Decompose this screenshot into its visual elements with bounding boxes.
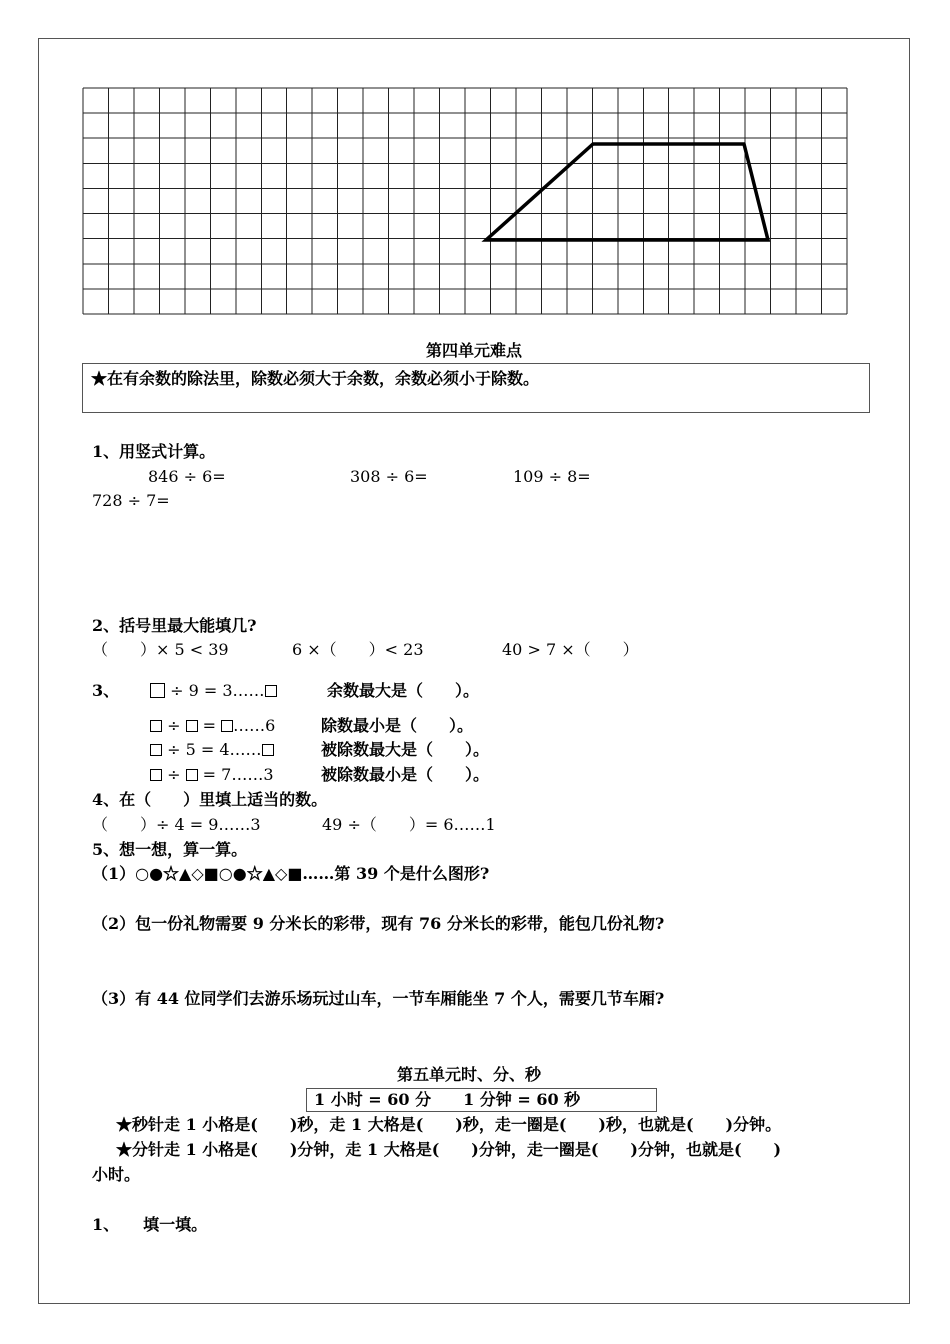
q3-row-3-eq: ÷ 5 = 4…… xyxy=(150,740,274,760)
unit5-line-2-cont: 小时。 xyxy=(92,1165,141,1184)
blank-box xyxy=(150,683,165,698)
trapezoid-shape xyxy=(486,144,768,240)
unit5-line-2: ★分针走 1 小格是( )分钟，走 1 大格是( )分钟，走一圈是( )分钟，也就是( ) xyxy=(116,1140,782,1159)
q1-item-3: 109 ÷ 8= xyxy=(513,467,591,486)
q5-title: 5、想一想，算一算。 xyxy=(92,840,248,859)
blank-box xyxy=(150,769,162,781)
q2-item-3: 40 > 7 ×（ ） xyxy=(502,640,639,659)
q3-row-1-eq: ÷ 9 = 3…… xyxy=(150,681,277,701)
q3-row-3-ask: 被除数最大是（ ）。 xyxy=(321,740,490,759)
q2-title: 2、括号里最大能填几? xyxy=(92,616,257,635)
blank-box xyxy=(150,744,162,756)
blank-box xyxy=(265,685,277,697)
q4-title: 4、在（ ）里填上适当的数。 xyxy=(92,790,328,809)
q2-item-2: 6 ×（ ）< 23 xyxy=(292,640,424,659)
q1-item-1: 846 ÷ 6= xyxy=(148,467,226,486)
blank-box xyxy=(186,769,198,781)
blank-box xyxy=(262,744,274,756)
q1-item-2: 308 ÷ 6= xyxy=(350,467,428,486)
blank-box xyxy=(150,720,162,732)
q3-row-1-ask: 余数最大是（ ）。 xyxy=(327,681,480,700)
q3-row-4-eq: ÷ = 7……3 xyxy=(150,765,274,785)
q5-part-2: （2）包一份礼物需要 9 分米长的彩带，现有 76 分米长的彩带，能包几份礼物? xyxy=(92,914,665,933)
unit4-rule: ★在有余数的除法里，除数必须大于余数，余数必须小于除数。 xyxy=(91,369,540,388)
q5-part-3: （3）有 44 位同学们去游乐场玩过山车，一节车厢能坐 7 个人，需要几节车厢? xyxy=(92,989,665,1008)
blank-box xyxy=(221,720,233,732)
q1-item-4: 728 ÷ 7= xyxy=(92,491,170,510)
q3-row-4-ask: 被除数最小是（ ）。 xyxy=(321,765,490,784)
unit5-q1: 1、 填一填。 xyxy=(92,1215,208,1234)
unit5-formula: 1 小时 = 60 分 1 分钟 = 60 秒 xyxy=(314,1090,581,1109)
blank-box xyxy=(186,720,198,732)
q3-row-2-ask: 除数最小是（ ）。 xyxy=(321,716,474,735)
q1-title: 1、用竖式计算。 xyxy=(92,442,216,461)
q2-item-1: （ ）× 5 < 39 xyxy=(92,640,229,659)
unit5-title: 第五单元时、分、秒 xyxy=(397,1065,542,1084)
q3-label: 3、 xyxy=(92,681,120,700)
q3-row-2-eq: ÷ = ……6 xyxy=(150,716,275,736)
q4-item-2: 49 ÷（ ）= 6……1 xyxy=(322,815,496,834)
unit5-line-1: ★秒针走 1 小格是( )秒，走 1 大格是( )秒，走一圈是( )秒，也就是( )分钟。 xyxy=(116,1115,782,1134)
unit4-title: 第四单元难点 xyxy=(426,341,523,360)
q5-part-1: （1）○●☆▲◇■○●☆▲◇■……第 39 个是什么图形? xyxy=(92,864,490,883)
grid-with-trapezoid xyxy=(82,87,848,315)
q4-item-1: （ ）÷ 4 = 9……3 xyxy=(92,815,261,834)
